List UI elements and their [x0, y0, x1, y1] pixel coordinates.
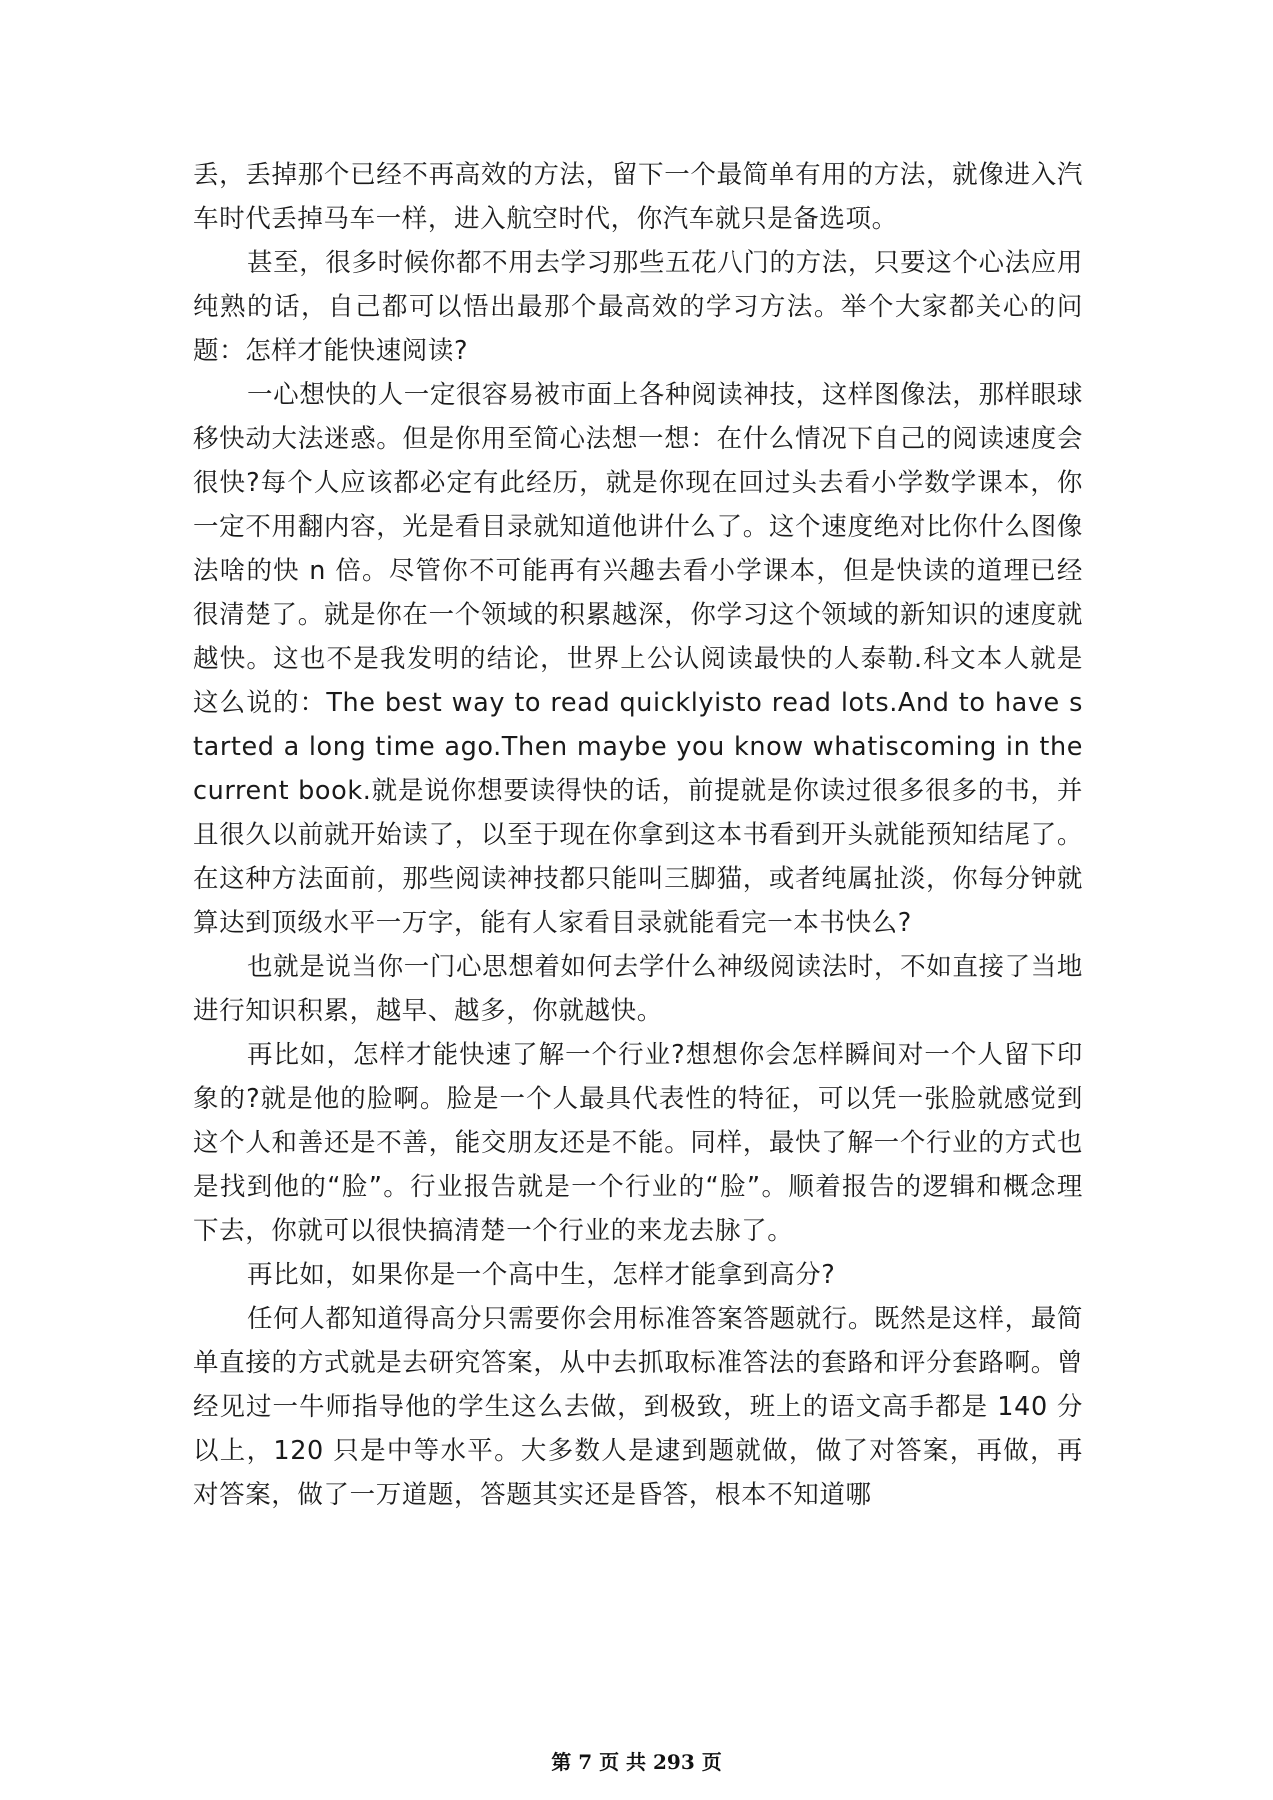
paragraph: 甚至，很多时候你都不用去学习那些五花八门的方法，只要这个心法应用纯熟的话，自己都可以悟出最那个最高效的学习方法。举个大家都关心的问题：怎样才能快速阅读? [193, 248, 1083, 366]
paragraph: 也就是说当你一门心思想着如何去学什么神级阅读法时，不如直接了当地进行知识积累，越早、越多，你就越快。 [193, 952, 1083, 1026]
paragraph: 再比如，怎样才能快速了解一个行业?想想你会怎样瞬间对一个人留下印象的?就是他的脸啊。脸是一个人最具代表性的特征，可以凭一张脸就感觉到这个人和善还是不善，能交朋友还是不能。同样，最快了解一个行业的方式也是找到他的“脸”。行业报告就是一个行业的“脸”。顺着报告的逻辑和概念理下去，你就可以很快搞清楚一个行业的来龙去脉了。 [193, 1040, 1083, 1246]
paragraph: 丢，丢掉那个已经不再高效的方法，留下一个最简单有用的方法，就像进入汽车时代丢掉马车一样，进入航空时代，你汽车就只是备选项。 [193, 160, 1083, 234]
body-text [193, 153, 1083, 1517]
paragraph: 一心想快的人一定很容易被市面上各种阅读神技，这样图像法，那样眼球移快动大法迷惑。但是你用至简心法想一想：在什么情况下自己的阅读速度会很快?每个人应该都必定有此经历，就是你现在回过头去看小学数学课本，你一定不用翻内容，光是看目录就知道他讲什么了。这个速度绝对比你什么图像法啥的快 n 倍。尽管你不可能再有兴趣去看小学课本，但是快读的道理已经很清楚了。就是你在一个领域的积累越深，你学习这个领域的新知识的速度就越快。这也不是我发明的结论，世界上公认阅读最快的人泰勒.科文本人就是这么说的：The best way to read quicklyisto read lots.And to have started a long time ago.Then maybe you know whatiscoming in the current book.就是说你想要读得快的话，前提就是你读过很多很多的书，并且很久以前就开始读了，以至于现在你拿到这本书看到开头就能预知结尾了。在这种方法面前，那些阅读神技都只能叫三脚猫，或者纯属扯淡，你每分钟就算达到顶级水平一万字，能有人家看目录就能看完一本书快么? [193, 380, 1083, 938]
paragraph: 任何人都知道得高分只需要你会用标准答案答题就行。既然是这样，最简单直接的方式就是去研究答案，从中去抓取标准答法的套路和评分套路啊。曾经见过一牛师指导他的学生这么去做，到极致，班上的语文高手都是 140 分以上，120 只是中等水平。大多数人是逮到题就做，做了对答案，再做，再对答案，做了一万道题，答题其实还是昏答，根本不知道哪 [193, 1304, 1083, 1510]
paragraph: 再比如，如果你是一个高中生，怎样才能拿到高分? [247, 1260, 836, 1290]
page-number-footer: 第 7 页 共 293 页 [551, 1750, 722, 1774]
